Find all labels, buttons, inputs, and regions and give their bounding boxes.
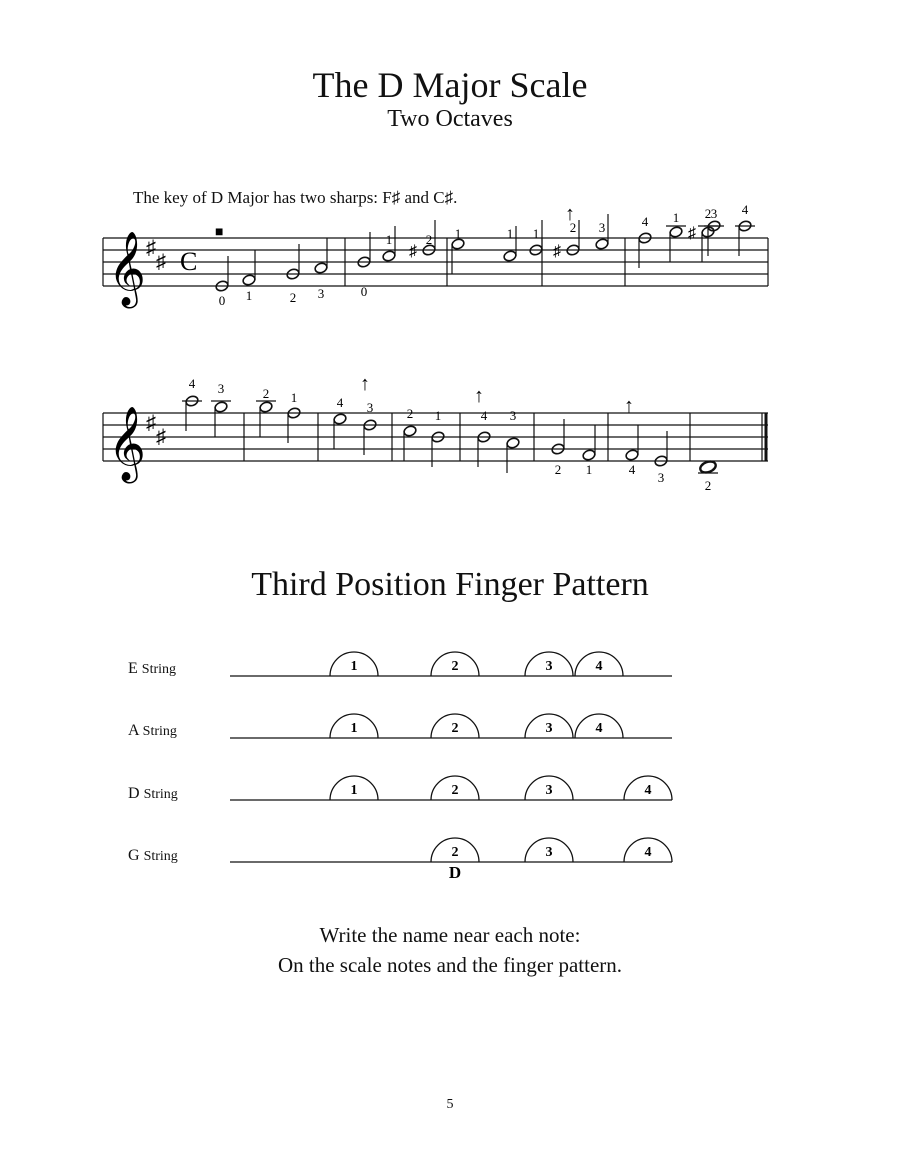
fingering-number: 3 [366,400,374,415]
fingering-number: 4 [641,214,649,229]
finger-number: 1 [350,783,358,798]
key-note-text-3: . [453,188,458,207]
finger-arc [525,838,573,862]
finger-arc [431,838,479,862]
note-head [333,413,347,426]
shift-up-arrow-icon: ↑ [624,395,634,417]
key-note-text-1: The key of D Major has two sharps: F [133,188,392,207]
fingering-number: 2 [704,206,712,221]
key-note-text-2: and C [400,188,445,207]
note-head [551,443,565,456]
note-head [357,256,371,269]
sharp-accidental-icon: ♯ [409,243,417,260]
section-heading-finger-pattern: Third Position Finger Pattern [251,566,649,603]
note-head [214,401,228,414]
shift-up-arrow-icon: ↑ [565,203,575,225]
instruction-line-2: On the scale notes and the finger pattern. [277,953,623,977]
fingering-number: 0 [218,293,226,308]
finger-arc [525,776,573,800]
page-title: The D Major Scale [312,65,588,105]
finger-arc [525,652,573,676]
note-head [286,268,300,281]
fingering-number: 2 [406,406,414,421]
fingering-number: 2 [569,220,577,235]
string-label-a: A String [128,722,177,739]
note-head [185,395,199,408]
finger-arc [330,776,378,800]
fingering-number: 3 [598,220,606,235]
instruction-line-1: Write the name near each note: [319,923,581,947]
note-head [654,455,668,468]
finger-number: 2 [451,845,459,860]
shift-up-arrow-icon: ↑ [474,385,484,407]
fingering-number: 2 [262,386,270,401]
note-head [529,244,543,257]
finger-arc [431,776,479,800]
note-head [566,244,580,257]
fingering-number: 3 [509,408,517,423]
finger-arc [431,714,479,738]
finger-number: 4 [644,783,652,798]
note-head [259,401,273,414]
note-head [215,280,229,293]
treble-clef-icon: 𝄞 [108,233,146,304]
fingering-number: 1 [506,226,514,241]
finger-arc [330,714,378,738]
note-head [638,232,652,245]
fingering-number: 4 [188,376,196,391]
string-label-d: D String [128,785,178,802]
time-signature: C [180,247,198,276]
page-subtitle: Two Octaves [387,106,513,132]
finger-arc [431,652,479,676]
note-head [707,220,721,233]
scale-notes-1 [215,214,755,292]
finger-number: 2 [451,721,459,736]
fingering-number: 2 [554,462,562,477]
finger-number: 3 [545,659,553,674]
fingering-number: 1 [672,210,680,225]
fingering-number: 1 [385,232,393,247]
finger-arc [624,838,672,862]
finger-number: 2 [451,659,459,674]
fingering-number: 1 [585,462,593,477]
page-number: 5 [446,1097,454,1112]
fingering-number: 3 [317,286,325,301]
fingering-number: 2 [425,232,433,247]
note-head [314,262,328,275]
sharp-accidental-icon: ♯ [553,243,561,260]
fingering-number: 3 [710,206,718,221]
note-head [242,274,256,287]
fingering-number: 1 [245,288,253,303]
note-head [595,238,609,251]
note-head [403,425,417,438]
finger-number: 4 [595,721,603,736]
note-head [382,250,396,263]
note-head [701,226,715,239]
note-head [477,431,491,444]
finger-arc [575,652,623,676]
key-sharp-f-icon: ♯ [146,412,156,434]
finger-number: 4 [644,845,652,860]
fingering-number: 1 [434,408,442,423]
fingering-number: 1 [454,226,462,241]
note-head [506,437,520,450]
fingering-number: 2 [289,290,297,305]
finger-number: 1 [350,659,358,674]
note-head [625,449,639,462]
finger-arc [525,714,573,738]
sharp-accidental-icon: ♯ [688,225,696,242]
fingering-number: 4 [336,395,344,410]
finger-number: 2 [451,783,459,798]
finger-number: 3 [545,783,553,798]
fingerings-1 [219,202,749,308]
fingering-number: 4 [480,408,488,423]
scale-notes-2 [182,395,718,475]
note-head [669,226,683,239]
finger-arc [575,714,623,738]
finger-arc [624,776,672,800]
finger-number: 3 [545,845,553,860]
sharp-sign-2: ♯ [444,188,454,207]
fingering-number: 4 [628,462,636,477]
note-head [503,250,517,263]
key-signature-note [133,188,457,208]
treble-clef-icon: 𝄞 [108,408,146,479]
fingerings-2 [189,376,712,493]
string-label-e: E String [128,660,177,677]
key-sharp-f-icon: ♯ [146,237,156,259]
note-head [422,244,436,257]
note-head [287,407,301,420]
sharp-sign-1: ♯ [391,188,401,207]
fingering-number: 1 [290,390,298,405]
fingering-number: 3 [657,470,665,485]
finger-arc [330,652,378,676]
fingering-number: 3 [217,381,225,396]
fingering-number: 0 [360,284,368,299]
staff-lines-2 [103,413,768,461]
note-head [582,449,596,462]
key-sharp-c-icon: ♯ [156,251,166,273]
key-sharp-c-icon: ♯ [156,426,166,448]
note-head [431,431,445,444]
note-head [738,220,752,233]
string-label-g: G String [128,847,178,864]
down-bow-icon: ■ [215,225,224,240]
shift-up-arrow-icon: ↑ [360,373,370,395]
fingering-number: 4 [741,202,749,217]
staff-lines-1 [103,238,768,286]
finger-number: 3 [545,721,553,736]
fingering-number: 1 [532,226,540,241]
note-head [363,419,377,432]
note-head [451,238,465,251]
note-head [699,460,717,475]
finger-number: 1 [350,721,358,736]
fingering-number: 2 [704,478,712,493]
finger-number: 4 [595,659,603,674]
note-marker-d: D [448,863,462,882]
